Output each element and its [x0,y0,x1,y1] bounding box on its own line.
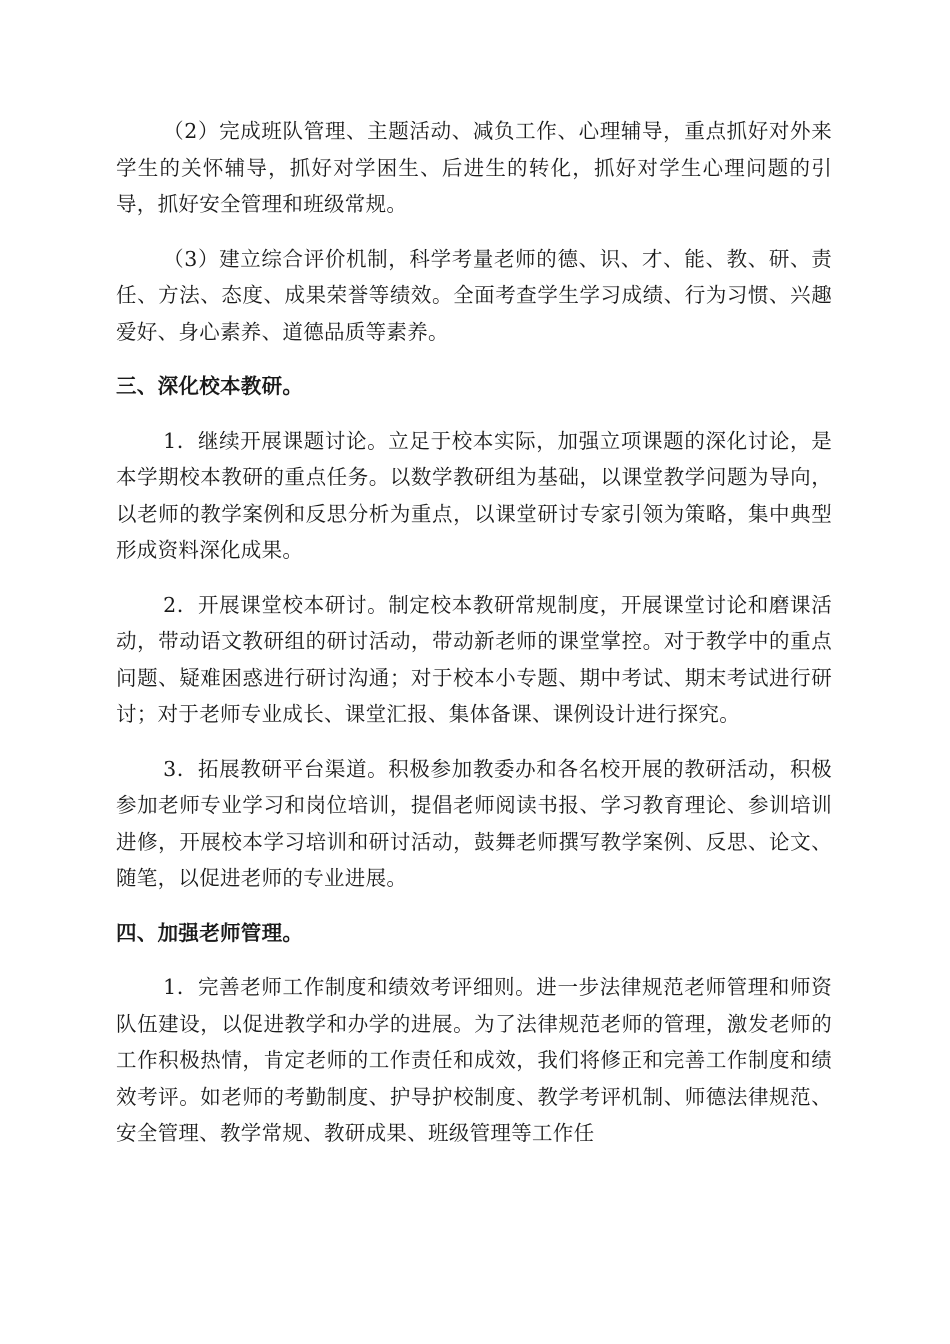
paragraph-evaluation-mechanism: （3）建立综合评价机制，科学考量老师的德、识、才、能、教、研、责任、方法、态度、成果荣誉等绩效。全面考查学生学习成绩、行为习惯、兴趣爱好、身心素养、道德品质等素养。 [116,246,832,344]
paragraph-research-platform: 3．拓展教研平台渠道。积极参加教委办和各名校开展的教研活动，积极参加老师专业学习和岗位培训，提倡老师阅读书报、学习教育理论、参训培训进修，开展校本学习培训和研讨活动，鼓舞老师撰写教学案例、反思、论文、随笔，以促进老师的专业进展。 [116,756,832,890]
section-heading-teacher-management: 四、加强老师管理。 [116,920,304,945]
document-body [116,113,832,1170]
section-heading-school-research: 三、深化校本教研。 [116,374,304,398]
paragraph-work-system: 1．完善老师工作制度和绩效考评细则。进一步法律规范老师管理和师资队伍建设，以促进教学和办学的进展。为了法律规范老师的管理，激发老师的工作积极热情，肯定老师的工作责任和成效，我们将修正和完善工作制度和绩效考评。如老师的考勤制度、护导护校制度、教学考评机制、师德法律规范、安全管理、教学常规、教研成果、班级管理等工作任 [116,975,832,1145]
paragraph-class-management: （2）完成班队管理、主题活动、减负工作、心理辅导，重点抓好对外来学生的关怀辅导，抓好对学困生、后进生的转化，抓好对学生心理问题的引导，抓好安全管理和班级常规。 [116,119,832,216]
paragraph-classroom-research: 2．开展课堂校本研讨。制定校本教研常规制度，开展课堂讨论和磨课活动，带动语文教研组的研讨活动，带动新老师的课堂掌控。对于教学中的重点问题、疑难困惑进行研讨沟通；对于校本小专题、期中考试、期末考试进行研讨；对于老师专业成长、课堂汇报、集体备课、课例设计进行探究。 [116,592,832,726]
paragraph-topic-discussion: 1．继续开展课题讨论。立足于校本实际，加强立项课题的深化讨论，是本学期校本教研的重点任务。以数学教研组为基础，以课堂教学问题为导向，以老师的教学案例和反思分析为重点，以课堂研讨专家引领为策略，集中典型形成资料深化成果。 [116,428,832,562]
